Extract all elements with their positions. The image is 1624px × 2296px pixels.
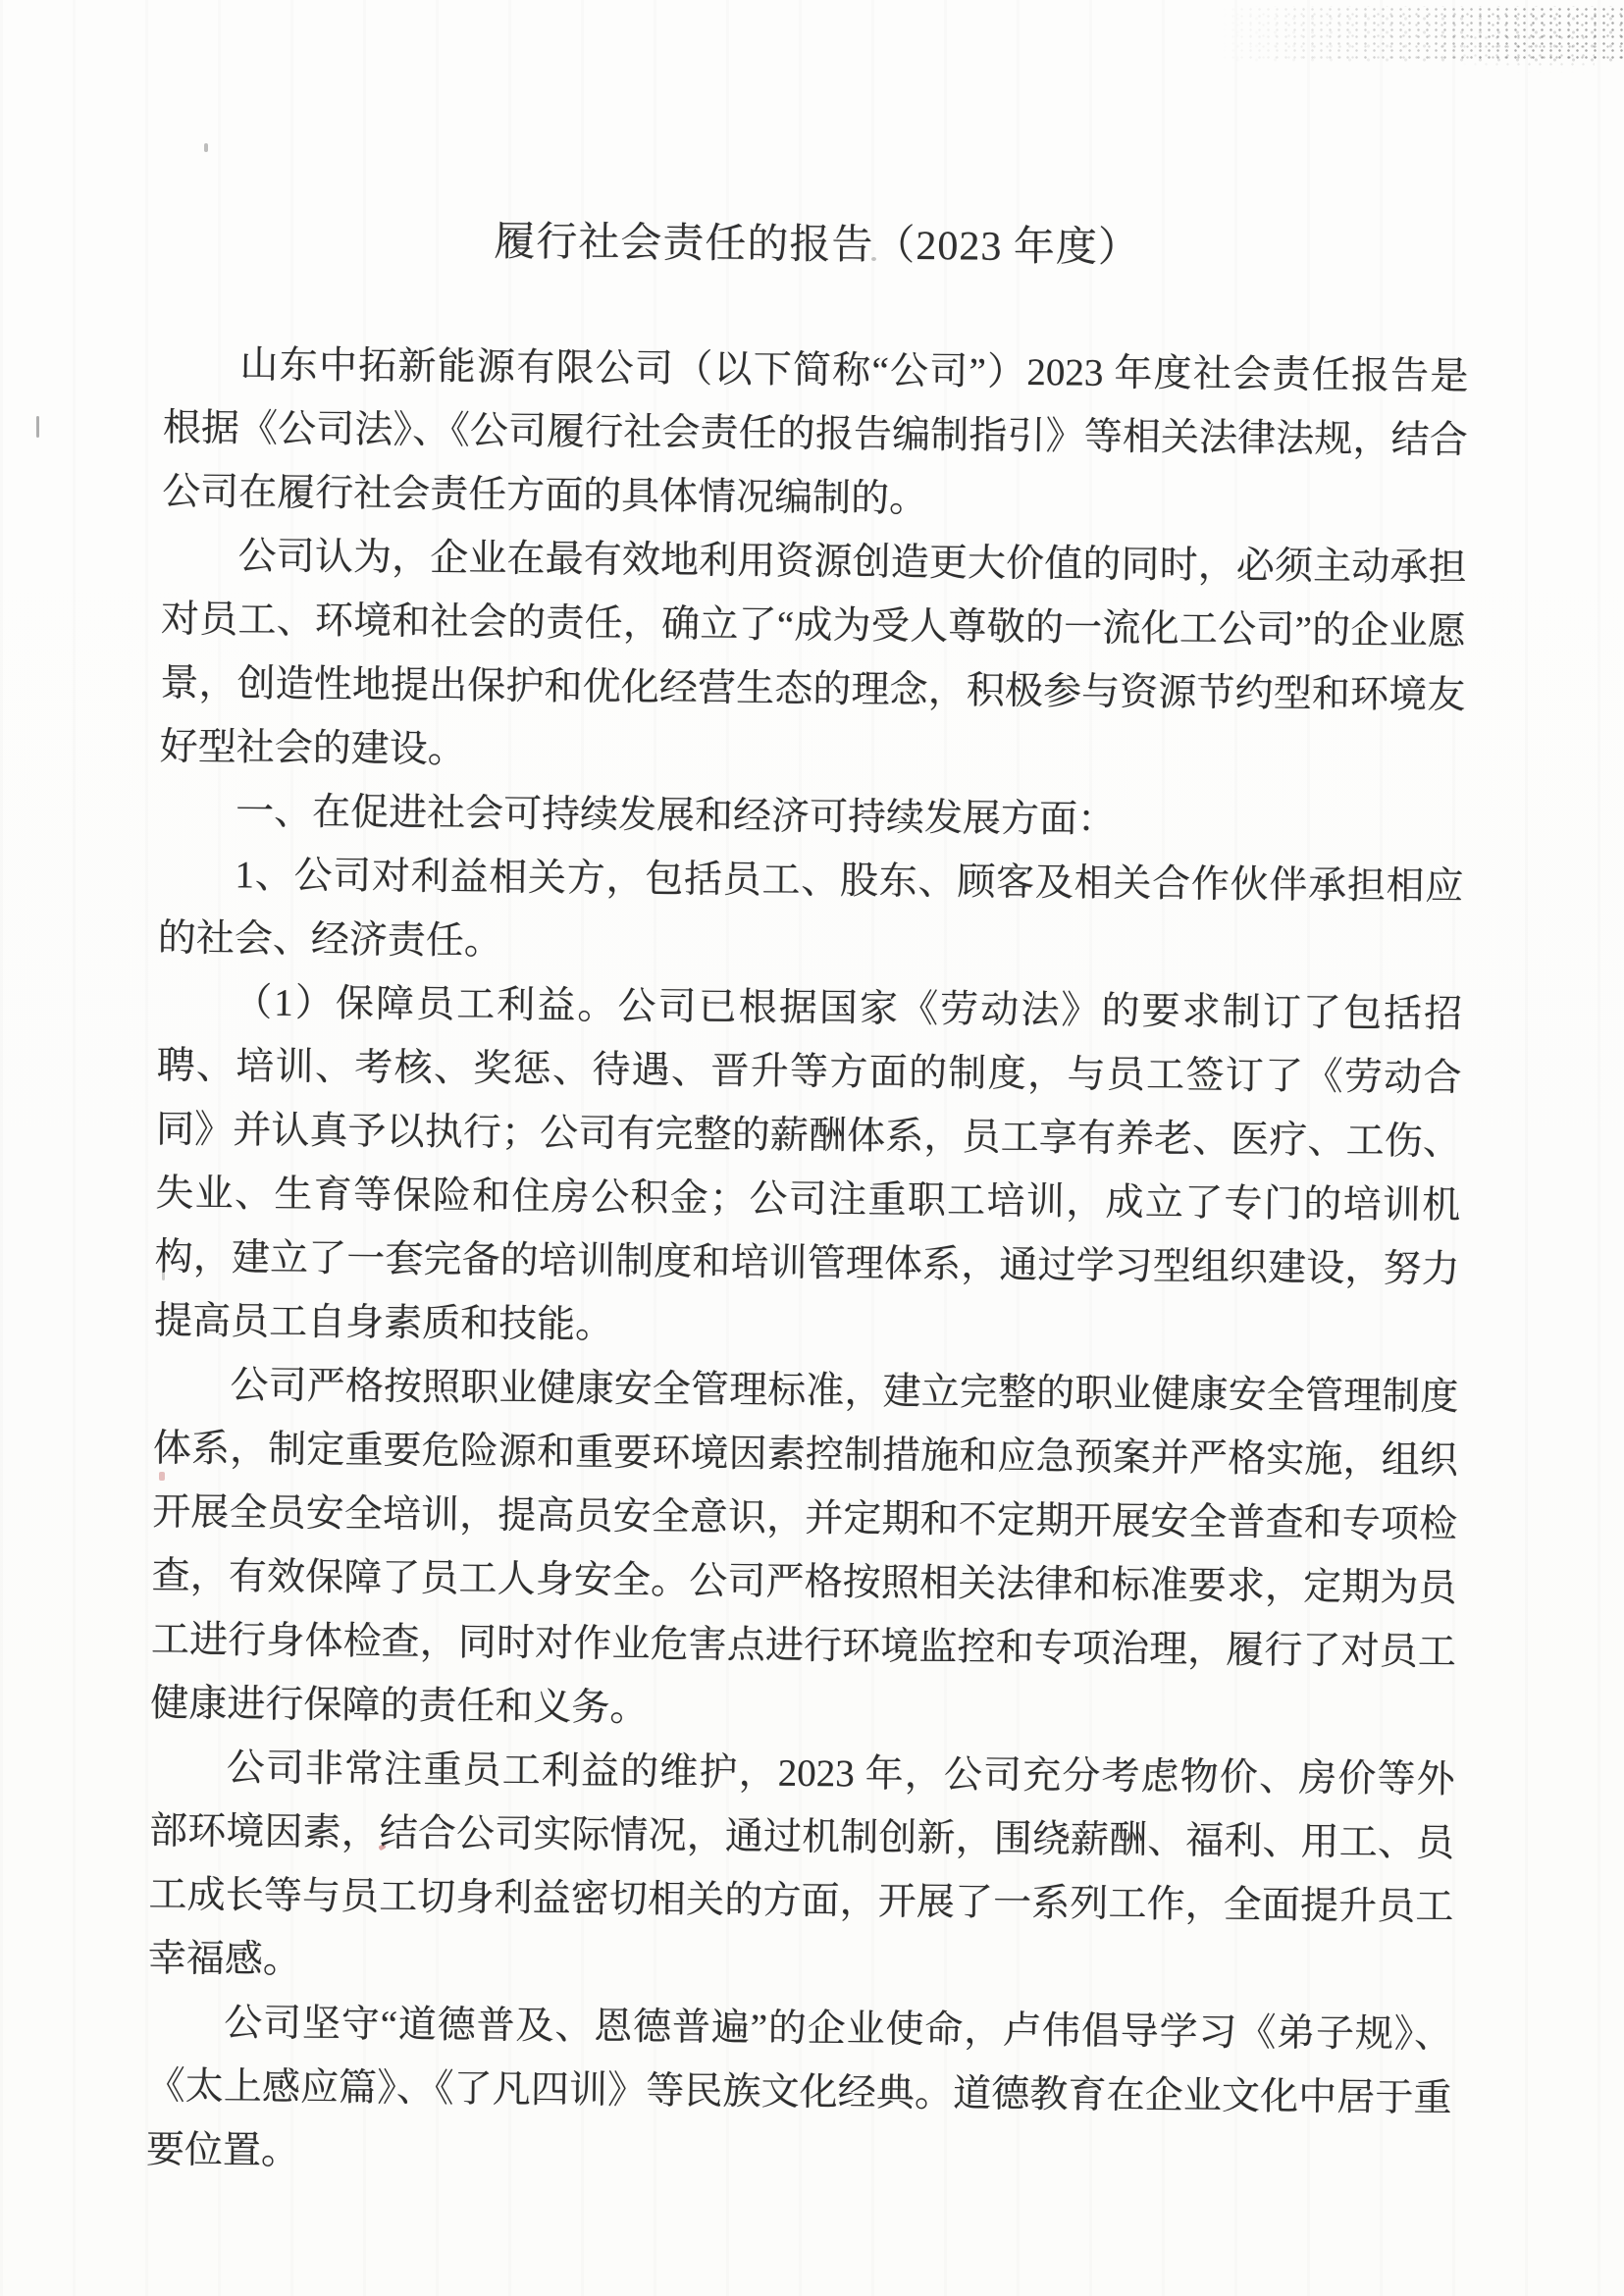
- paragraph-stakeholders: 1、公司对利益相关方，包括员工、股东、顾客及相关合作伙伴承担相应的社会、经济责任。: [157, 854, 1464, 963]
- paragraph-welfare-2023: 公司非常注重员工利益的维护，2023 年，公司充分考虑物价、房价等外部环境因素，结合公司实际情况，通过机制创新，围绕薪酬、福利、用工、员工成长等与员工切身利益密切相关的方面，开展了一系列工作，全面提升员工幸福感。: [147, 1747, 1455, 1982]
- paragraph-intro: 山东中拓新能源有限公司（以下简称“公司”）2023 年度社会责任报告是根据《公司法》、《公司履行社会责任的报告编制指引》等相关法律法规，结合公司在履行社会责任方面的具体情况编制的。: [161, 343, 1469, 521]
- paragraph-employee-rights: （1）保障员工利益。公司已根据国家《劳动法》的要求制订了包括招聘、培训、考核、奖惩、待遇、晋升等方面的制度，与员工签订了《劳动合同》并认真予以执行；公司有完整的薪酬体系，员工享有养老、医疗、工伤、失业、生育等保险和住房公积金；公司注重职工培训，成立了专门的培训机构，建立了一套完备的培训制度和培训管理体系，通过学习型组织建设，努力提高员工自身素质和技能。: [153, 981, 1463, 1347]
- section-heading: 一、在促进社会可持续发展和经济可持续发展方面：: [235, 790, 1117, 841]
- paragraph-company-vision: 公司认为，企业在最有效地利用资源创造更大价值的同时，必须主动承担对员工、环境和社会的责任，确立了“成为受人尊敬的一流化工公司”的企业愿景，创造性地提出保护和优化经营生态的理念，积极参与资源节约型和环境友好型社会的建设。: [159, 535, 1467, 771]
- document-title: 履行社会责任的报告（2023 年度）: [494, 219, 1141, 272]
- paragraph-health-safety: 公司严格按照职业健康安全管理标准，建立完整的职业健康安全管理制度体系，制定重要危险源和重要环境因素控制措施和应急预案并严格实施，组织开展全员安全培训，提高员安全意识，并定期和不定期开展安全普查和专项检查，有效保障了员工人身安全。公司严格按照相关法律和标准要求，定期为员工进行身体检查，同时对作业危害点进行环境监控和专项治理，履行了对员工健康进行保障的责任和义务。: [150, 1364, 1459, 1730]
- paragraph-culture-ethics: 公司坚守“道德普及、恩德普遍”的企业使命，卢伟倡导学习《弟子规》、《太上感应篇》、《了凡四训》等民族文化经典。道德教育在企业文化中居于重要位置。: [145, 2002, 1453, 2173]
